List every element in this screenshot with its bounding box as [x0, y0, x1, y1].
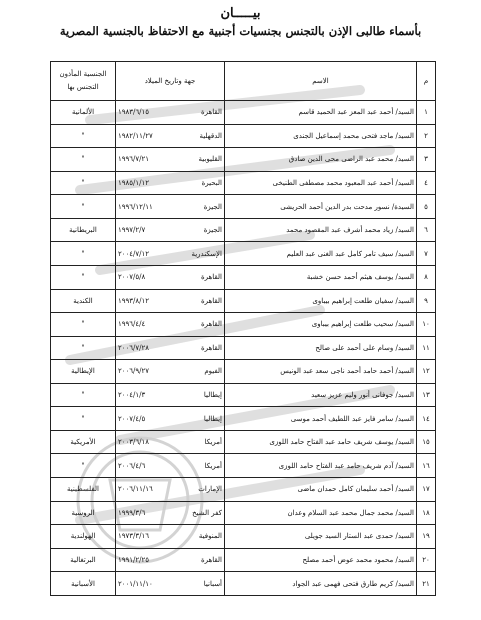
row-birth-date: ٢٠٠١/١١/١٠ [118, 579, 153, 588]
row-name: السيد/ أحمد عبد المعز عبد الحميد قاسم [225, 101, 417, 125]
row-nationality: " [51, 195, 116, 219]
row-name: السيد/ يوسف هيثم أحمد حسن خشبة [225, 265, 417, 289]
row-birth-date: ١٩٨٢/١١/٢٧ [118, 131, 153, 140]
row-nationality: البرتغالية [51, 548, 116, 572]
row-birth-place: أمريكا [204, 438, 222, 447]
row-birth [116, 572, 225, 596]
row-birth-date: ١٩٩٩/٣/٦ [118, 508, 146, 517]
row-name: السيد/ أحمد حامد أحمد ناجى سعد عبد الونيس [225, 360, 417, 384]
table-row [51, 171, 436, 195]
row-birth-place: أمريكا [204, 461, 222, 470]
row-nationality: " [51, 383, 116, 407]
row-birth-date: ١٩٩٦/٤/٤ [118, 320, 146, 329]
table-row [51, 548, 436, 572]
row-birth [116, 195, 225, 219]
row-number: ١٥ [417, 430, 436, 454]
row-name: السيد/ محمود محمد عوض أحمد مصلح [225, 548, 417, 572]
table-row [51, 478, 436, 502]
row-birth [116, 548, 225, 572]
row-birth [116, 171, 225, 195]
header-nationality-line2: التجنس بها [67, 83, 99, 91]
row-birth [116, 383, 225, 407]
row-birth-date: ٢٠٠٤/٧/١٢ [118, 249, 150, 258]
row-birth-place: الجيزة [203, 202, 222, 211]
row-birth-place: القاهرة [201, 555, 222, 564]
row-birth-date: ٢٠٠٦/١١/١٦ [118, 485, 153, 494]
table-row [51, 383, 436, 407]
row-name: السيد/ سيف تامر كامل عبد الغنى عبد العليم [225, 242, 417, 266]
row-nationality: الأمريكية [51, 430, 116, 454]
row-number: ١٨ [417, 501, 436, 525]
row-nationality: " [51, 171, 116, 195]
document-title: بيـــــان [220, 6, 261, 21]
row-name: السيد/ يوسف شريف حامد عبد الفتاح حامد اللوزى [225, 430, 417, 454]
row-birth [116, 148, 225, 172]
table-row [51, 430, 436, 454]
row-birth-place: إيطاليا [203, 391, 222, 400]
row-birth-place: القاهرة [201, 343, 222, 352]
row-name: السيد/ سامر فايز عبد اللطيف أحمد موسى [225, 407, 417, 431]
row-nationality: " [51, 242, 116, 266]
table-row [51, 101, 436, 125]
row-name: السيد/ زياد محمد أشرف عبد المقصود محمد [225, 218, 417, 242]
header-nationality-line1: الجنسية المأذون [59, 70, 107, 78]
row-nationality: الهولندية [51, 525, 116, 549]
row-birth-place: الإمارات [198, 485, 222, 494]
row-birth-date: ٢٠٠٧/٤/٥ [118, 414, 146, 423]
header-name: الاسم [225, 62, 417, 101]
row-birth-date: ٢٠٠٦/٤/٦ [118, 461, 146, 470]
row-nationality: الأسبانية [51, 572, 116, 596]
row-nationality: الكندية [51, 289, 116, 313]
row-number: ١ [417, 101, 436, 125]
row-birth-date: ٢٠٠٤/١/٣ [118, 391, 146, 400]
row-birth [116, 501, 225, 525]
table-row [51, 336, 436, 360]
row-number: ٨ [417, 265, 436, 289]
row-name: السيد/ آدم شريف حامد عبد الفتاح حامد اللوزى [225, 454, 417, 478]
row-name: السيد/ محمد عبد الراضى محى الدين صادق [225, 148, 417, 172]
row-number: ٢١ [417, 572, 436, 596]
row-number: ٧ [417, 242, 436, 266]
row-birth-place: الدقهلية [199, 131, 222, 140]
row-name: السيد/ وسام على أحمد على صالح [225, 336, 417, 360]
row-nationality: الإيطالية [51, 360, 116, 384]
table-row [51, 265, 436, 289]
row-name: السيد/ كريم طارق فتحى فهمى عبد الجواد [225, 572, 417, 596]
row-nationality: الفلسطينية [51, 478, 116, 502]
row-birth [116, 265, 225, 289]
row-birth [116, 407, 225, 431]
row-birth-place: القاهرة [201, 296, 222, 305]
row-number: ٥ [417, 195, 436, 219]
row-number: ١٠ [417, 313, 436, 337]
row-birth-place: المنوفية [198, 532, 222, 541]
table-row [51, 525, 436, 549]
row-nationality: الألمانية [51, 101, 116, 125]
row-birth-date: ٢٠٠٣/٦/١٨ [118, 438, 150, 447]
row-number: ٢ [417, 124, 436, 148]
row-number: ٩ [417, 289, 436, 313]
row-number: ٢٠ [417, 548, 436, 572]
row-number: ١٦ [417, 454, 436, 478]
row-nationality: " [51, 148, 116, 172]
row-birth-date: ١٩٩٦/١٢/١١ [118, 202, 153, 211]
row-birth-place: القاهرة [201, 273, 222, 282]
row-name: السيد/ سفيان طلعت إبراهيم بيباوى [225, 289, 417, 313]
row-number: ١٣ [417, 383, 436, 407]
row-birth-date: ٢٠٠٦/٩/٢٧ [118, 367, 150, 376]
row-birth-place: القاهرة [201, 108, 222, 117]
row-birth [116, 218, 225, 242]
row-birth-place: أسبانيا [203, 579, 222, 588]
row-birth-date: ١٩٩٦/٧/٢١ [118, 155, 150, 164]
row-birth [116, 124, 225, 148]
row-nationality: الروسية [51, 501, 116, 525]
row-nationality: " [51, 265, 116, 289]
row-birth-date: ١٩٩٧/٢/٧ [118, 226, 146, 235]
row-nationality: " [51, 454, 116, 478]
table-row [51, 407, 436, 431]
row-nationality: " [51, 313, 116, 337]
row-birth-date: ١٩٨٣/٦/١٥ [118, 108, 150, 117]
header-nationality [51, 62, 116, 101]
row-number: ١٧ [417, 478, 436, 502]
row-birth-date: ١٩٩٣/٨/١٢ [118, 296, 150, 305]
row-birth-date: ١٩٩١/٢/٢٥ [118, 555, 150, 564]
row-birth [116, 478, 225, 502]
row-nationality: " [51, 407, 116, 431]
header-number: م [417, 62, 436, 101]
table-row [51, 313, 436, 337]
table-row [51, 218, 436, 242]
row-birth [116, 313, 225, 337]
row-name: السيد/ سحيب طلعت إبراهيم بيباوى [225, 313, 417, 337]
row-birth-place: الجيزة [203, 226, 222, 235]
row-birth-date: ٢٠٠٧/٥/٨ [118, 273, 146, 282]
row-birth-place: الإسكندرية [191, 249, 222, 258]
table-row [51, 124, 436, 148]
row-number: ٣ [417, 148, 436, 172]
row-birth [116, 454, 225, 478]
table-row [51, 572, 436, 596]
row-name: السيدة/ نسور مدحت بدر الدين أحمد الحريشى [225, 195, 417, 219]
table-row [51, 454, 436, 478]
row-number: ١٢ [417, 360, 436, 384]
row-birth [116, 242, 225, 266]
row-name: السيد/ ماجد فتحى محمد إسماعيل الجندى [225, 124, 417, 148]
row-nationality: " [51, 336, 116, 360]
table-row [51, 360, 436, 384]
document-subtitle: بأسماء طالبى الإذن بالتجنس بجنسيات أجنبية مع الاحتفاظ بالجنسية المصرية [59, 24, 422, 38]
row-birth-place: كفر الشيخ [192, 508, 222, 517]
table-header-row [51, 62, 436, 101]
row-birth [116, 336, 225, 360]
row-nationality: " [51, 124, 116, 148]
row-birth-date: ٢٠٠٦/٧/٢٨ [118, 343, 150, 352]
table-row [51, 148, 436, 172]
row-birth-place: القليوبية [198, 155, 222, 164]
row-name: السيد/ حمدى عبد الستار السيد جويلى [225, 525, 417, 549]
row-birth-date: ١٩٨٥/١/١٢ [118, 178, 150, 187]
applicants-table [50, 61, 436, 596]
row-birth [116, 101, 225, 125]
row-name: السيد/ محمد جمال محمد عبد السلام وعدان [225, 501, 417, 525]
row-name: السيد/ جوفانى أنور وليم عزيز سعيد [225, 383, 417, 407]
header-birth: جهة وتاريخ الميلاد [116, 62, 225, 101]
row-birth-place: البحيرة [201, 178, 222, 187]
table-row [51, 242, 436, 266]
table-row [51, 501, 436, 525]
row-number: ٤ [417, 171, 436, 195]
row-birth [116, 360, 225, 384]
row-birth-place: إيطاليا [203, 414, 222, 423]
row-number: ١٩ [417, 525, 436, 549]
row-birth-date: ١٩٧٣/٣/١٦ [118, 532, 150, 541]
row-name: السيد/ أحمد سليمان كامل حمدان ماضى [225, 478, 417, 502]
table-row [51, 289, 436, 313]
row-number: ١٤ [417, 407, 436, 431]
row-birth [116, 289, 225, 313]
row-name: السيد/ أحمد عبد المعبود محمد مصطفى الطنيخى [225, 171, 417, 195]
table-row [51, 195, 436, 219]
row-number: ٦ [417, 218, 436, 242]
row-birth [116, 525, 225, 549]
row-number: ١١ [417, 336, 436, 360]
row-birth [116, 430, 225, 454]
row-nationality: البريطانية [51, 218, 116, 242]
row-birth-place: القاهرة [201, 320, 222, 329]
row-birth-place: الفيوم [204, 367, 222, 376]
